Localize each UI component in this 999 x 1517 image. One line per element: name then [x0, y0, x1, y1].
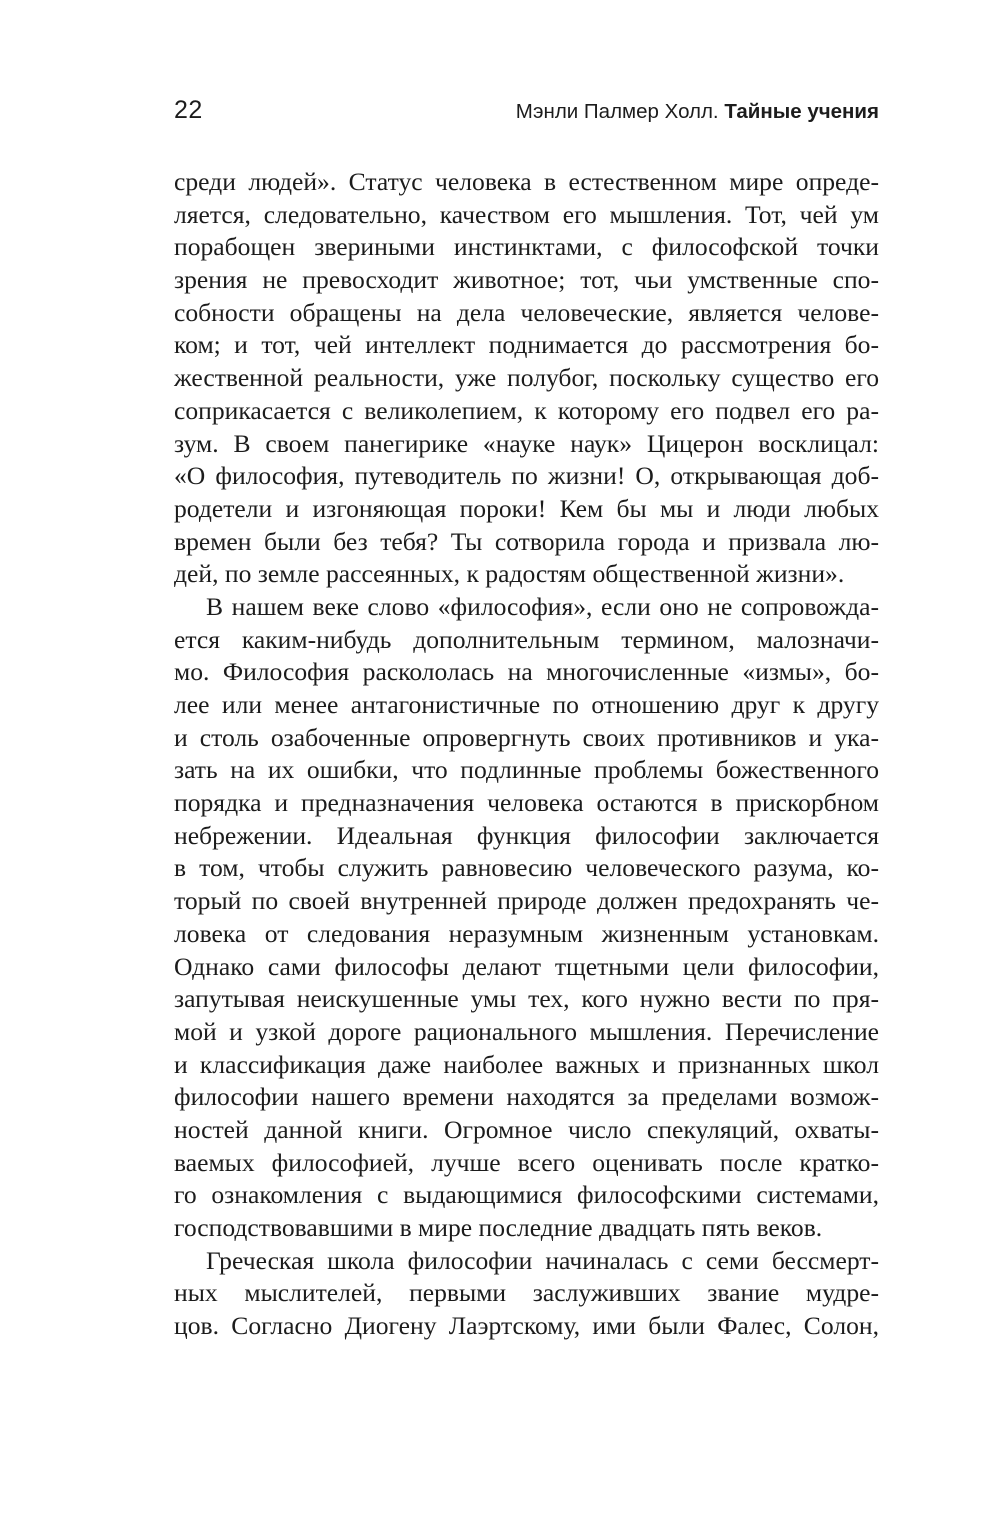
text-line: соприкасается с великолепием, к которому его подвел его ра- [174, 395, 879, 425]
text-line: торый по своей внутренней природе должен предохранять че- [174, 886, 879, 916]
text-line: среди людей». Статус человека в естественном мире опреде- [174, 167, 879, 196]
text-line: времен были без тебя? Ты сотворила города и призвала лю- [174, 526, 879, 556]
text-line: ком; и тот, чей интеллект поднимается до рассмотрения бо- [174, 330, 879, 360]
text-line: зать на их ошибки, что подлинные проблемы божественного [174, 755, 879, 785]
text-line: в том, чтобы служить равновесию человеческого разума, ко- [174, 853, 879, 883]
text-line: господствовавшими в мире последние двадцать пять веков. [174, 1213, 823, 1242]
text-line: ляется, следовательно, качеством его мышления. Тот, чей ум [174, 199, 879, 229]
text-line: запутывая неискушенные умы тех, кого нужно вести по пря- [174, 984, 879, 1014]
running-title-author: Мэнли Палмер Холл. [515, 100, 719, 123]
text-line: «О философия, путеводитель по жизни! О, открывающая доб- [174, 461, 879, 491]
text-line: цов. Согласно Диогену Лаэртскому, ими были Фалес, Солон, [174, 1311, 879, 1341]
text-line: ваемых философией, лучше всего оценивать после кратко- [174, 1147, 879, 1177]
text-line: В нашем веке слово «философия», если оно не сопровожда- [206, 591, 879, 621]
text-line: дей, по земле рассеянных, к радостям общественной жизни». [174, 559, 845, 589]
text-line: го ознакомления с выдающимися философскими системами, [174, 1180, 879, 1210]
text-line: порабощен звериными инстинктами, с философской точки [174, 232, 879, 262]
text-line: и классификация даже наиболее важных и признанных школ [174, 1049, 879, 1079]
text-line: мой и узкой дороге рационального мышления. Перечисление [174, 1016, 879, 1046]
text-line: и столь озабоченные опровергнуть своих противников и ука- [174, 722, 879, 752]
page-number: 22 [174, 96, 203, 124]
text-line: жественной реальности, уже полубог, поскольку существо его [174, 363, 879, 393]
text-line: зрения не превосходит животное; тот, чьи умственные спо- [174, 265, 879, 295]
text-line: собности обращены на дела человеческие, является челове- [174, 297, 879, 327]
text-line: ловека от следования неразумным жизненным установкам. [174, 918, 879, 948]
running-title [516, 100, 879, 124]
text-line: ных мыслителей, первыми заслуживших звание мудре- [174, 1278, 879, 1308]
paragraph [174, 166, 879, 591]
body-text [174, 166, 879, 1343]
text-line: философии нашего времени находятся за пределами возмож- [174, 1082, 879, 1112]
paragraph [174, 591, 879, 1245]
text-line: ется каким-нибудь дополнительным термином, малозначи- [174, 624, 879, 654]
running-title-book: Тайные учения [724, 100, 879, 123]
text-line: небрежении. Идеальная функция философии заключается [174, 820, 879, 850]
text-line: порядка и предназначения человека остаются в прискорбном [174, 788, 879, 818]
text-line: мо. Философия раскололась на многочисленные «измы», бо- [174, 657, 879, 687]
text-line: зум. В своем панегирике «науке наук» Цицерон восклицал: [174, 428, 879, 458]
text-line: Греческая школа философии начиналась с семи бессмерт- [206, 1245, 879, 1275]
text-line: Однако сами философы делают тщетными цели философии, [174, 951, 879, 981]
text-line: ностей данной книги. Огромное число спекуляций, охваты- [174, 1114, 879, 1144]
text-line: родетели и изгоняющая пороки! Кем бы мы и люди любых [174, 493, 879, 523]
paragraph [174, 1245, 879, 1343]
text-line: лее или менее антагонистичные по отношению друг к другу [174, 690, 879, 719]
running-head [174, 96, 879, 130]
